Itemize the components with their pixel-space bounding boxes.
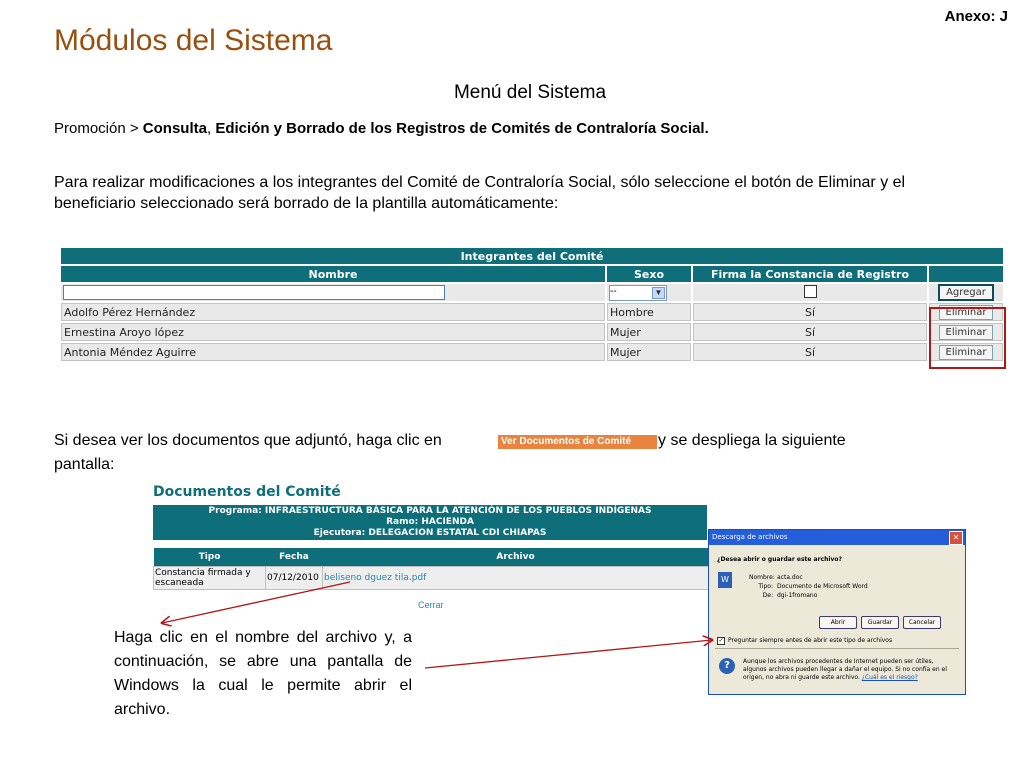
sex-select-value: -- — [610, 285, 617, 297]
close-link[interactable]: Cerrar — [418, 600, 444, 610]
row-signed: Sí — [693, 323, 927, 341]
committee-caption: Integrantes del Comité — [61, 248, 1003, 264]
open-button[interactable]: Abrir — [819, 616, 857, 629]
instruction-note: Haga clic en el nombre del archivo y, a continuación, se abre una pantalla de Windows la cual le permite abrir el archivo. — [114, 629, 412, 718]
row-sex: Mujer — [607, 343, 691, 361]
risk-link[interactable]: ¿Cuál es el riesgo? — [861, 674, 918, 681]
program-line: Programa: INFRAESTRUCTURA BÁSICA PARA LA ATENCIÓN DE LOS PUEBLOS INDÍGENAS — [208, 506, 652, 516]
page-title: Módulos del Sistema — [54, 24, 333, 57]
documents-intro-after2: pantalla: — [54, 456, 115, 473]
breadcrumb-sep: , — [206, 120, 216, 137]
row-name: Ernestina Aroyo lópez — [61, 323, 605, 341]
add-button[interactable]: Agregar — [938, 284, 994, 301]
file-type-value: Documento de Microsoft Word — [777, 583, 868, 590]
documents-title: Documentos del Comité — [153, 484, 341, 500]
save-button[interactable]: Guardar — [861, 616, 899, 629]
dialog-title: Descarga de archivos — [712, 533, 788, 541]
documents-intro-text: Si desea ver los documentos que adjuntó, haga clic en — [54, 432, 442, 449]
cancel-button[interactable]: Cancelar — [903, 616, 941, 629]
breadcrumb-consulta: Consulta — [142, 120, 207, 137]
row-signed: Sí — [693, 303, 927, 321]
warning-text: Aunque los archivos procedentes de Internet pueden ser útiles, algunos archivos pueden llegar a dañar el equipo. Si no confía en el origen, no abra ni guarde este archivo. — [743, 658, 947, 681]
arrow-to-dialog — [425, 640, 712, 668]
dialog-question: ¿Desea abrir o guardar este archivo? — [717, 556, 842, 563]
word-file-icon: W — [718, 572, 732, 588]
always-ask-checkbox[interactable]: ✓ — [718, 637, 724, 644]
file-from-value: dgi-1fromano — [777, 592, 818, 599]
file-type-label: Tipo: — [758, 583, 773, 590]
ejecutora-line: Ejecutora: DELEGACION ESTATAL CDI CHIAPAS — [313, 528, 547, 538]
doc-type: Constancia firmada y escaneada — [154, 567, 266, 590]
page-subtitle: Menú del Sistema — [453, 82, 607, 103]
ramo-line: Ramo: HACIENDA — [386, 517, 474, 527]
header-firma: Firma la Constancia de Registro — [693, 266, 927, 282]
row-sex: Hombre — [607, 303, 691, 321]
doc-date: 07/12/2010 — [266, 567, 323, 590]
doc-file-link[interactable]: beliseno dguez tila.pdf — [323, 567, 709, 590]
breadcrumb-edicion: Edición y Borrado de los Registros de Comités de Contraloría Social. — [215, 120, 709, 137]
file-name-value: acta.doc — [777, 574, 803, 581]
file-name-label: Nombre: — [749, 574, 775, 581]
breadcrumb-prefix: Promoción > — [54, 120, 143, 137]
header-archivo: Archivo — [323, 548, 709, 567]
arrow-to-file-link — [162, 582, 350, 623]
header-fecha: Fecha — [266, 548, 323, 567]
row-name: Antonia Méndez Aguirre — [61, 343, 605, 361]
annex-label: Anexo: J — [944, 8, 1008, 25]
delete-button[interactable]: Eliminar — [939, 345, 994, 360]
header-nombre: Nombre — [61, 266, 605, 282]
shield-icon: ? — [719, 658, 735, 674]
row-name: Adolfo Pérez Hernández — [61, 303, 605, 321]
delete-button[interactable]: Eliminar — [939, 305, 994, 320]
header-tipo: Tipo — [154, 548, 266, 567]
intro-paragraph: Para realizar modificaciones a los integrantes del Comité de Contraloría Social, sólo seleccione el botón de Eliminar y el beneficiario seleccionado será borrado de la plantilla automáticamente: — [54, 174, 906, 212]
row-signed: Sí — [693, 343, 927, 361]
chevron-down-icon: ▼ — [652, 287, 665, 299]
delete-button[interactable]: Eliminar — [939, 325, 994, 340]
file-from-label: De: — [762, 592, 773, 599]
documents-intro-after: y se despliega la siguiente — [658, 432, 846, 449]
view-documents-button[interactable]: Ver Documentos de Comité — [498, 435, 657, 449]
header-sexo: Sexo — [607, 266, 691, 282]
always-ask-label: Preguntar siempre antes de abrir este tipo de archivos — [728, 637, 893, 644]
close-icon[interactable]: ✕ — [949, 531, 963, 545]
row-sex: Mujer — [607, 323, 691, 341]
